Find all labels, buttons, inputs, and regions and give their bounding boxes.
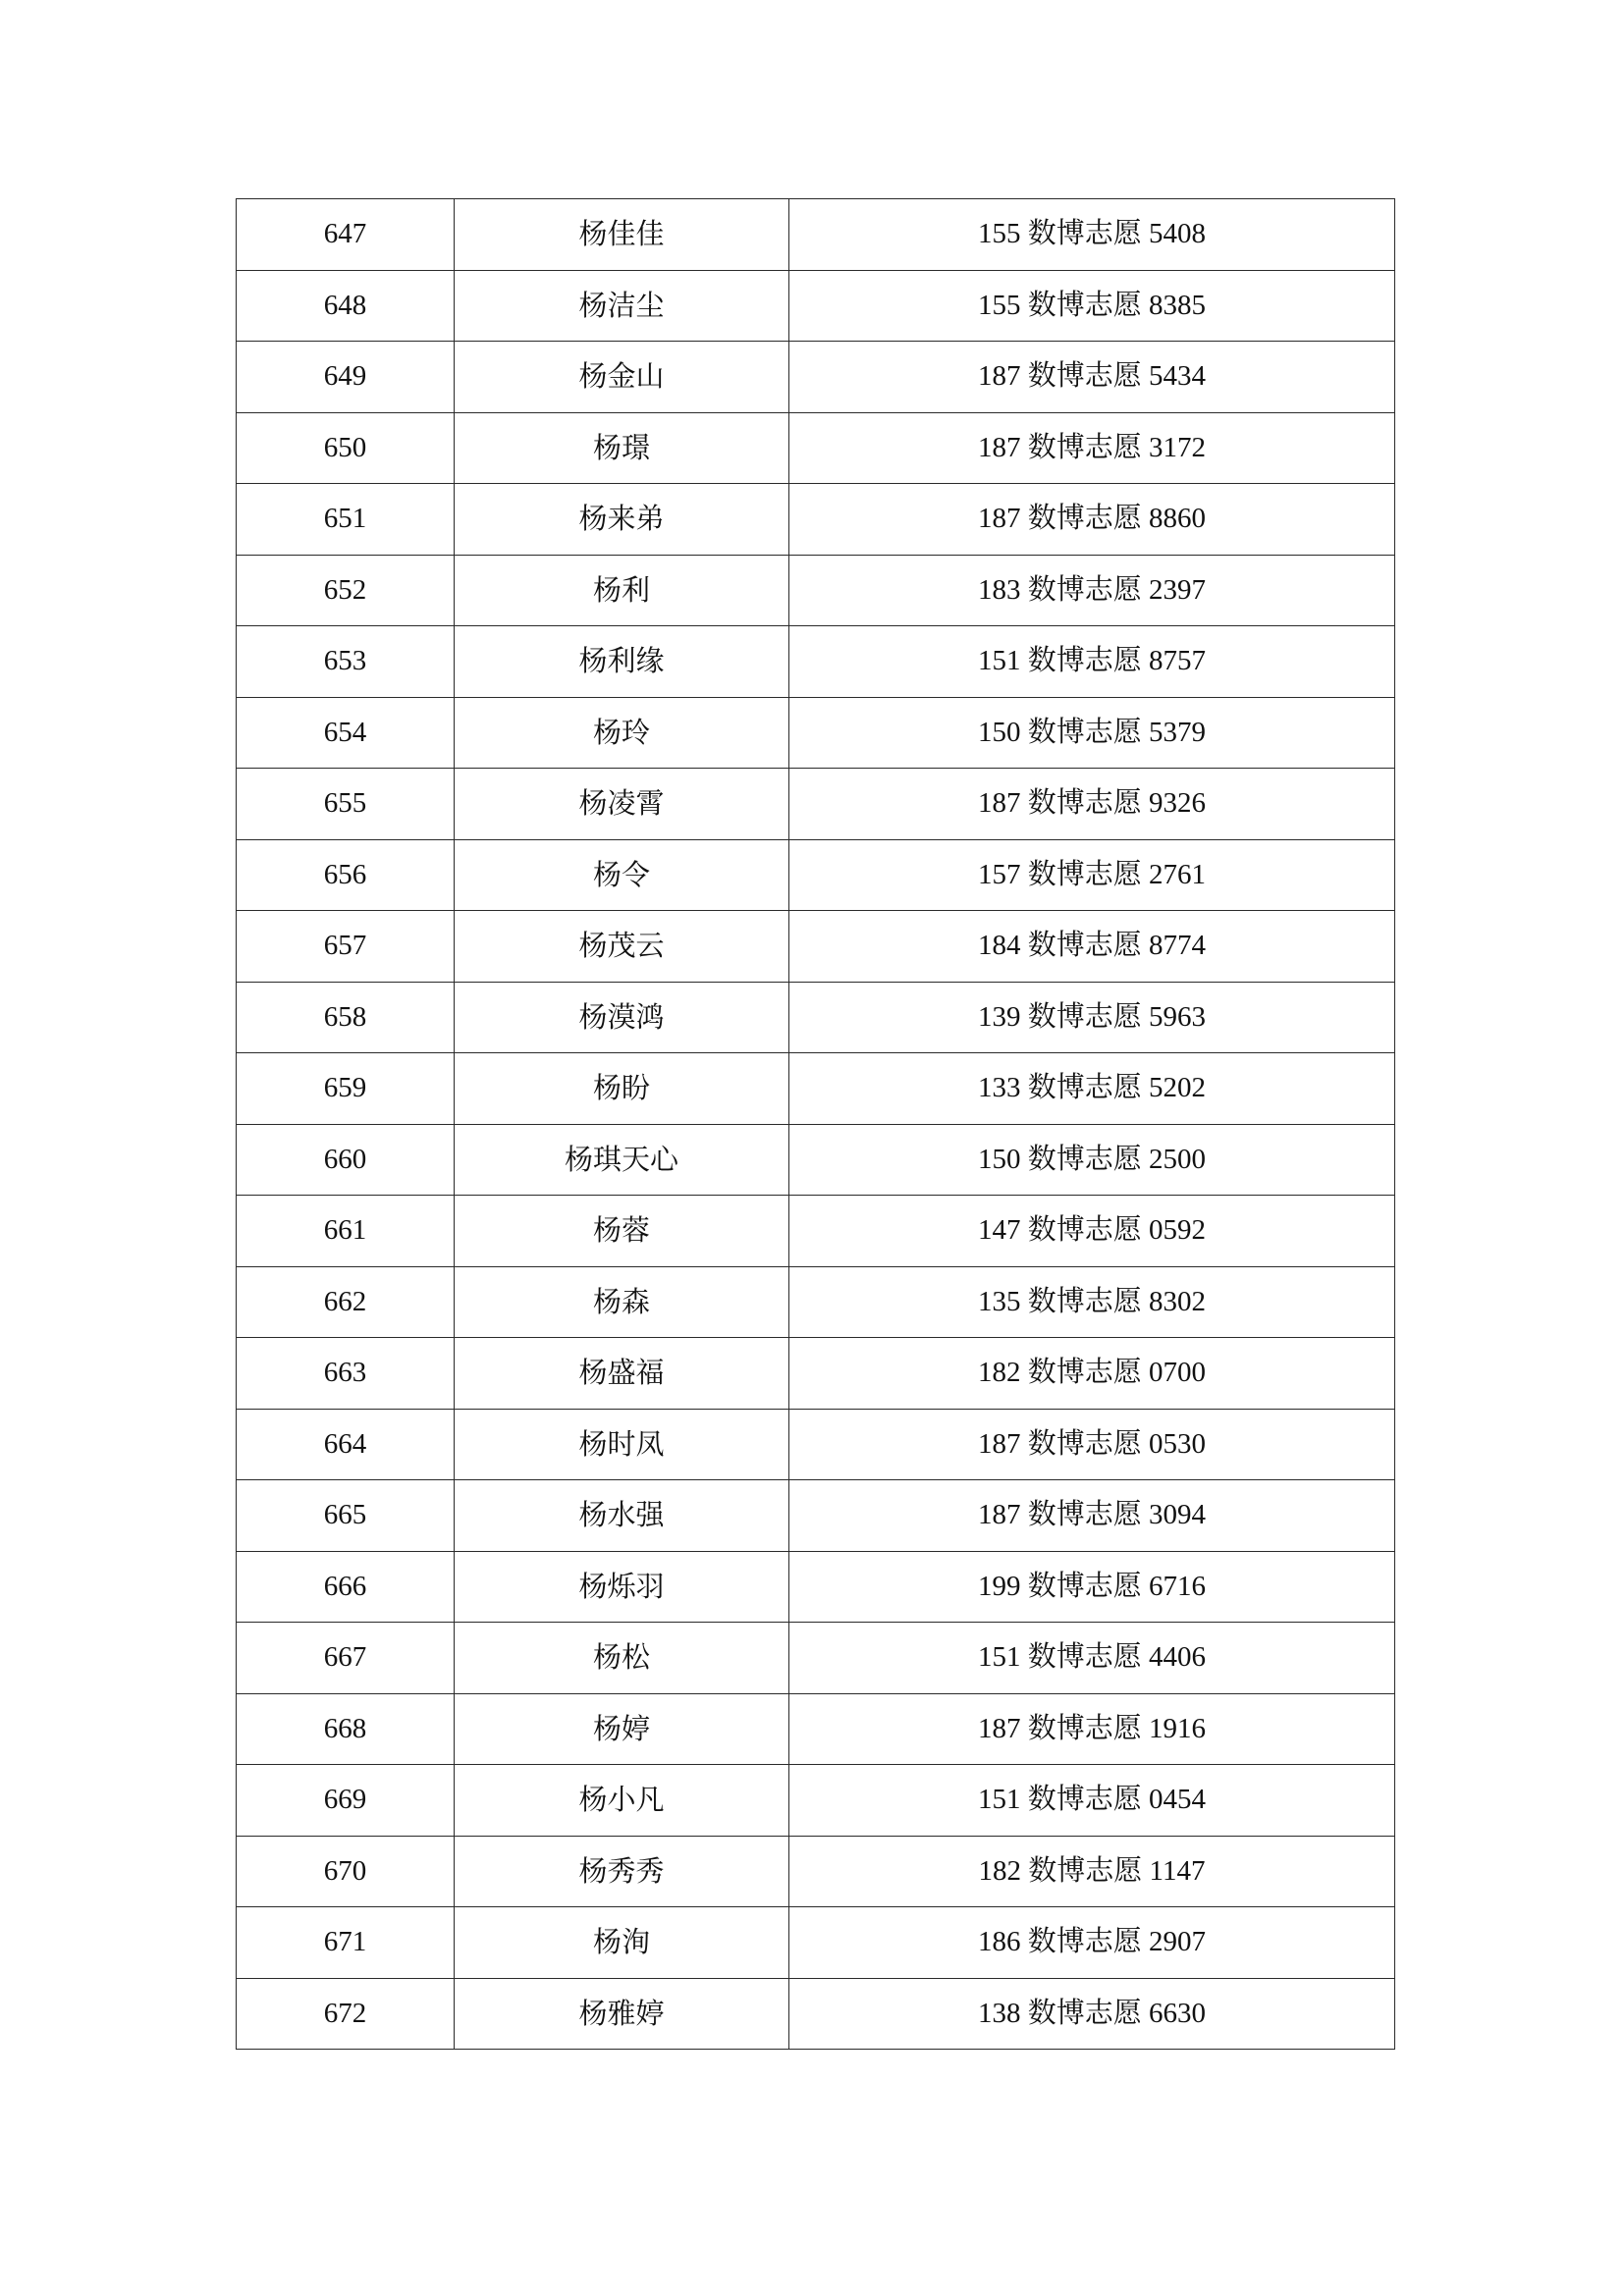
- volunteer-phone-cell: 138 数博志愿 6630: [789, 1978, 1395, 2050]
- volunteer-name-cell: 杨璟: [455, 412, 789, 484]
- volunteer-name-cell: 杨佳佳: [455, 199, 789, 271]
- volunteer-phone-cell: 182 数博志愿 1147: [789, 1836, 1395, 1907]
- row-index-cell: 665: [237, 1480, 455, 1552]
- table-row: [237, 1196, 1395, 1267]
- volunteer-name-cell: 杨蓉: [455, 1196, 789, 1267]
- row-index-cell: 653: [237, 626, 455, 698]
- row-index-cell: 670: [237, 1836, 455, 1907]
- table-row: [237, 626, 1395, 698]
- volunteer-phone-cell: 187 数博志愿 9326: [789, 769, 1395, 840]
- table-row: [237, 1480, 1395, 1552]
- row-index-cell: 668: [237, 1693, 455, 1765]
- volunteer-phone-cell: 157 数博志愿 2761: [789, 839, 1395, 911]
- volunteer-phone-cell: 151 数博志愿 8757: [789, 626, 1395, 698]
- volunteer-name-cell: 杨玲: [455, 697, 789, 769]
- table-row: [237, 1053, 1395, 1125]
- volunteer-table: [236, 198, 1395, 2050]
- volunteer-phone-cell: 187 数博志愿 1916: [789, 1693, 1395, 1765]
- row-index-cell: 667: [237, 1623, 455, 1694]
- table-row: [237, 769, 1395, 840]
- table-row: [237, 1409, 1395, 1480]
- volunteer-phone-cell: 187 数博志愿 5434: [789, 342, 1395, 413]
- table-row: [237, 1338, 1395, 1410]
- volunteer-phone-cell: 133 数博志愿 5202: [789, 1053, 1395, 1125]
- volunteer-phone-cell: 151 数博志愿 4406: [789, 1623, 1395, 1694]
- volunteer-name-cell: 杨利缘: [455, 626, 789, 698]
- row-index-cell: 660: [237, 1124, 455, 1196]
- row-index-cell: 669: [237, 1765, 455, 1837]
- volunteer-name-cell: 杨盼: [455, 1053, 789, 1125]
- row-index-cell: 651: [237, 484, 455, 556]
- table-row: [237, 697, 1395, 769]
- table-row: [237, 911, 1395, 983]
- volunteer-name-cell: 杨烁羽: [455, 1551, 789, 1623]
- table-row: [237, 1693, 1395, 1765]
- row-index-cell: 654: [237, 697, 455, 769]
- volunteer-phone-cell: 183 数博志愿 2397: [789, 555, 1395, 626]
- table-row: [237, 484, 1395, 556]
- volunteer-phone-cell: 139 数博志愿 5963: [789, 982, 1395, 1053]
- table-row: [237, 342, 1395, 413]
- volunteer-phone-cell: 150 数博志愿 2500: [789, 1124, 1395, 1196]
- table-row: [237, 1907, 1395, 1979]
- row-index-cell: 664: [237, 1409, 455, 1480]
- volunteer-phone-cell: 155 数博志愿 8385: [789, 270, 1395, 342]
- row-index-cell: 647: [237, 199, 455, 271]
- volunteer-table-body: [237, 199, 1395, 2050]
- row-index-cell: 655: [237, 769, 455, 840]
- volunteer-name-cell: 杨令: [455, 839, 789, 911]
- volunteer-phone-cell: 187 数博志愿 3172: [789, 412, 1395, 484]
- volunteer-name-cell: 杨森: [455, 1266, 789, 1338]
- table-row: [237, 412, 1395, 484]
- volunteer-phone-cell: 182 数博志愿 0700: [789, 1338, 1395, 1410]
- row-index-cell: 649: [237, 342, 455, 413]
- volunteer-phone-cell: 135 数博志愿 8302: [789, 1266, 1395, 1338]
- volunteer-phone-cell: 187 数博志愿 8860: [789, 484, 1395, 556]
- table-row: [237, 982, 1395, 1053]
- volunteer-phone-cell: 151 数博志愿 0454: [789, 1765, 1395, 1837]
- volunteer-name-cell: 杨水强: [455, 1480, 789, 1552]
- volunteer-phone-cell: 187 数博志愿 3094: [789, 1480, 1395, 1552]
- row-index-cell: 650: [237, 412, 455, 484]
- table-row: [237, 1978, 1395, 2050]
- row-index-cell: 648: [237, 270, 455, 342]
- row-index-cell: 657: [237, 911, 455, 983]
- volunteer-name-cell: 杨琪天心: [455, 1124, 789, 1196]
- row-index-cell: 672: [237, 1978, 455, 2050]
- volunteer-name-cell: 杨松: [455, 1623, 789, 1694]
- table-row: [237, 555, 1395, 626]
- volunteer-phone-cell: 187 数博志愿 0530: [789, 1409, 1395, 1480]
- volunteer-name-cell: 杨秀秀: [455, 1836, 789, 1907]
- row-index-cell: 656: [237, 839, 455, 911]
- volunteer-name-cell: 杨盛福: [455, 1338, 789, 1410]
- volunteer-name-cell: 杨漠鸿: [455, 982, 789, 1053]
- table-row: [237, 199, 1395, 271]
- volunteer-name-cell: 杨婷: [455, 1693, 789, 1765]
- volunteer-phone-cell: 150 数博志愿 5379: [789, 697, 1395, 769]
- volunteer-name-cell: 杨茂云: [455, 911, 789, 983]
- row-index-cell: 658: [237, 982, 455, 1053]
- volunteer-name-cell: 杨金山: [455, 342, 789, 413]
- row-index-cell: 671: [237, 1907, 455, 1979]
- table-row: [237, 1623, 1395, 1694]
- table-row: [237, 1124, 1395, 1196]
- table-row: [237, 1765, 1395, 1837]
- volunteer-name-cell: 杨利: [455, 555, 789, 626]
- volunteer-name-cell: 杨来弟: [455, 484, 789, 556]
- row-index-cell: 659: [237, 1053, 455, 1125]
- row-index-cell: 661: [237, 1196, 455, 1267]
- row-index-cell: 652: [237, 555, 455, 626]
- table-row: [237, 1836, 1395, 1907]
- volunteer-name-cell: 杨洵: [455, 1907, 789, 1979]
- volunteer-phone-cell: 184 数博志愿 8774: [789, 911, 1395, 983]
- table-row: [237, 1551, 1395, 1623]
- table-row: [237, 839, 1395, 911]
- volunteer-phone-cell: 155 数博志愿 5408: [789, 199, 1395, 271]
- row-index-cell: 666: [237, 1551, 455, 1623]
- volunteer-phone-cell: 199 数博志愿 6716: [789, 1551, 1395, 1623]
- volunteer-name-cell: 杨小凡: [455, 1765, 789, 1837]
- volunteer-name-cell: 杨雅婷: [455, 1978, 789, 2050]
- table-row: [237, 270, 1395, 342]
- volunteer-phone-cell: 186 数博志愿 2907: [789, 1907, 1395, 1979]
- row-index-cell: 663: [237, 1338, 455, 1410]
- volunteer-phone-cell: 147 数博志愿 0592: [789, 1196, 1395, 1267]
- volunteer-name-cell: 杨洁尘: [455, 270, 789, 342]
- table-row: [237, 1266, 1395, 1338]
- volunteer-name-cell: 杨凌霄: [455, 769, 789, 840]
- row-index-cell: 662: [237, 1266, 455, 1338]
- volunteer-name-cell: 杨时凤: [455, 1409, 789, 1480]
